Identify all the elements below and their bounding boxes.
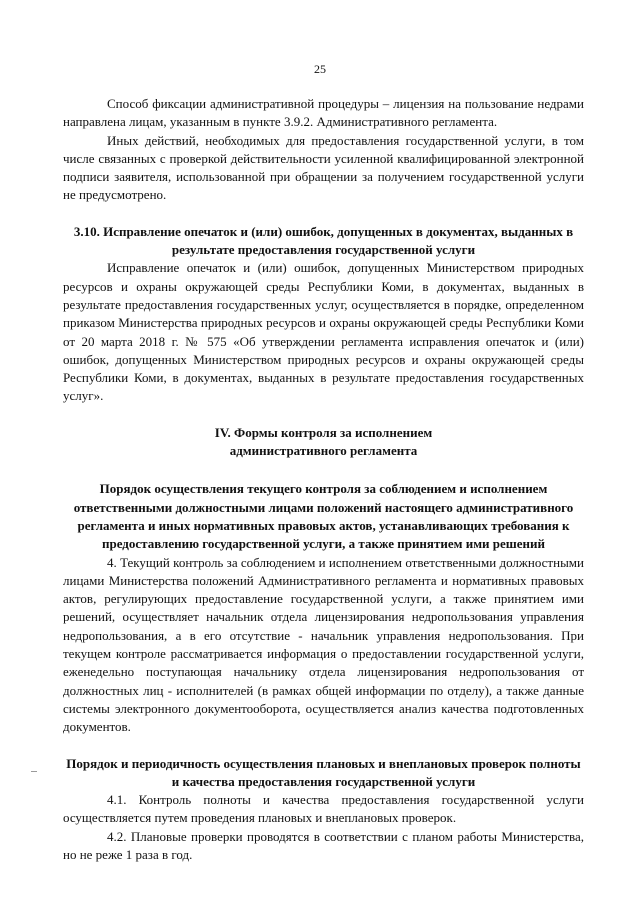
periodic-control-heading: Порядок и периодичность осуществления плановых и внеплановых проверок полноты и качества предоставления государственной услуги [66, 755, 581, 789]
section-iv-heading-line1: IV. Формы контроля за исполнением [214, 424, 433, 440]
section-iv-heading-line2: административного регламента [229, 443, 418, 459]
item-4-2: 4.2. Плановые проверки проводятся в соответствии с планом работы Министерства, но не реже 1 раза в год. [63, 828, 584, 862]
section-3-10-heading: 3.10. Исправление опечаток и (или) ошибок, допущенных в документах, выданных в результате предоставления государственной услуги [73, 223, 574, 258]
paragraph-other-actions: Иных действий, необходимых для предоставления государственной услуги, в том числе связанных с проверкой действительности усиленной квалифицированной электронной подписи заявителя, использованной при обращении за получением государственной услуги не предусмотрено. [63, 132, 584, 203]
document-body [63, 95, 584, 864]
current-control-text: 4. Текущий контроль за соблюдением и исполнением ответственными должностными лицами Министерства положений Административного регламента и нормативных правовых актов, регулирующих предоставление государственной услуги, а также принятием ими решений, осуществляет начальник отдела лицензирования недропользования управления недропользования, а в его отсутствие - начальник управления недропользования. При текущем контроле рассматривается информация о предоставлении государственной услуги, еженедельно поступающая начальнику отдела лицензирования недропользования от должностных лиц - исполнителей (в рамках общей информации по отделу), а также данные системы электронного документооборота, осуществляется анализ качества подготовленных документов. [63, 554, 584, 735]
item-4-1: 4.1. Контроль полноты и качества предоставления государственной услуги осуществляется путем проведения плановых и внеплановых проверок. [63, 792, 584, 826]
section-3-10-text: Исправление опечаток и (или) ошибок, допущенных Министерством природных ресурсов и охраны окружающей среды Республики Коми, в документах, выданных в результате предоставления государственных услуг, осуществляется в порядке, определенном приказом Министерства природных ресурсов и охраны окружающей среды Республики Коми от 20 марта 2018 г. № 575 «Об утверждении регламента исправления опечаток и (или) ошибок, допущенных Министерством природных ресурсов и охраны окружающей среды Республики Коми, в документах, выданных в результате предоставления государственных услуг». [63, 260, 584, 404]
margin-mark [31, 771, 37, 772]
current-control-heading: Порядок осуществления текущего контроля за соблюдением и исполнением ответственными должностными лицами положений настоящего административного регламента и иных нормативных правовых актов, устанавливающих требования к предоставлению государственной услуги, а также принятием ими решений [73, 481, 574, 552]
page-number: 25 [314, 62, 326, 76]
paragraph-fixation-method: Способ фиксации административной процедуры – лицензия на пользование недрами направлена лицам, указанным в пункте 3.9.2. Административного регламента. [63, 96, 584, 130]
